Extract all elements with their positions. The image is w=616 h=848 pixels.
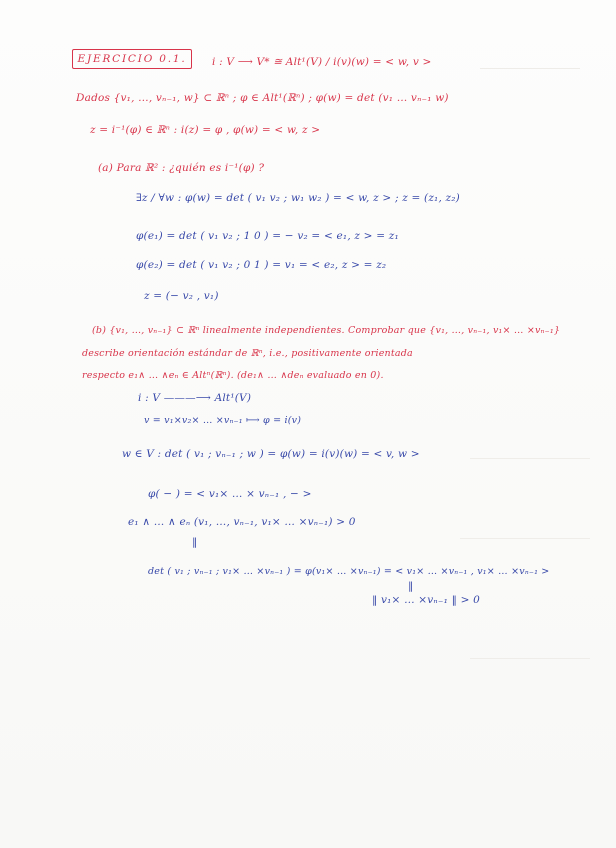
bleed-through-mark (460, 520, 590, 539)
norm-line: ‖ v₁× … ×vₙ₋₁ ‖ > 0 (372, 594, 480, 606)
map-i-line: i : V ———⟶ Alt¹(V) (138, 392, 252, 404)
phi-dash-line: φ( − ) = < v₁× … × vₙ₋₁ , − > (148, 488, 312, 500)
exists-z-line: ∃z / ∀w : φ(w) = det ( v₁ v₂ ; w₁ w₂ ) = < w, z > ; z = (z₁, z₂) (136, 192, 460, 204)
exercise-title: EJERCICIO 0.1. (72, 49, 192, 69)
phi-e1-line: φ(e₁) = det ( v₁ v₂ ; 1 0 ) = − v₂ = < e₁, z > = z₁ (136, 230, 399, 242)
e-wedge-line: e₁ ∧ … ∧ eₙ (v₁, …, vₙ₋₁, v₁× … ×vₙ₋₁) > 0 (128, 516, 356, 528)
det-big-line: det ( v₁ ; vₙ₋₁ ; v₁× … ×vₙ₋₁ ) = φ(v₁× … ×vₙ₋₁) = < v₁× … ×vₙ₋₁ , v₁× … ×vₙ₋₁ > (148, 566, 550, 577)
part-b-line-2: describe orientación estándar de ℝⁿ, i.e., positivamente orientada (82, 348, 413, 359)
bleed-through-mark (480, 44, 580, 69)
header-map-line: i : V ⟶ V* ≅ Alt¹(V) / i(v)(w) = < w, v > (212, 56, 432, 68)
z-definition-line: z = i⁻¹(φ) ∈ ℝⁿ : i(z) = φ , φ(w) = < w, z > (90, 124, 321, 136)
parallel-mark-2: ‖ (408, 580, 414, 592)
part-b-line-3: respecto e₁∧ … ∧eₙ ∈ Altⁿ(ℝⁿ). (de₁∧ … ∧deₙ evaluado en 0). (82, 370, 384, 381)
w-in-v-line: w ∈ V : det ( v₁ ; vₙ₋₁ ; w ) = φ(w) = i(v)(w) = < v, w > (122, 448, 420, 460)
phi-e2-line: φ(e₂) = det ( v₁ v₂ ; 0 1 ) = v₁ = < e₂, z > = z₂ (136, 259, 387, 271)
part-b-line-1: (b) {v₁, …, vₙ₋₁} ⊂ ℝⁿ linealmente independientes. Comprobar que {v₁, …, vₙ₋₁, v₁× … ×vₙ₋₁} (92, 325, 561, 336)
map-v-line: v = v₁×v₂× … ×vₙ₋₁ ⟼ φ = i(v) (144, 415, 302, 426)
dados-line: Dados {v₁, …, vₙ₋₁, w} ⊂ ℝⁿ ; φ ∈ Alt¹(ℝⁿ) ; φ(w) = det (v₁ … vₙ₋₁ w) (76, 92, 449, 104)
bleed-through-mark (470, 640, 590, 659)
part-a-question: (a) Para ℝ² : ¿quién es i⁻¹(φ) ? (98, 162, 265, 174)
parallel-mark: ‖ (192, 536, 198, 548)
z-result-line: z = (− v₂ , v₁) (144, 290, 219, 302)
bleed-through-mark (470, 440, 590, 459)
